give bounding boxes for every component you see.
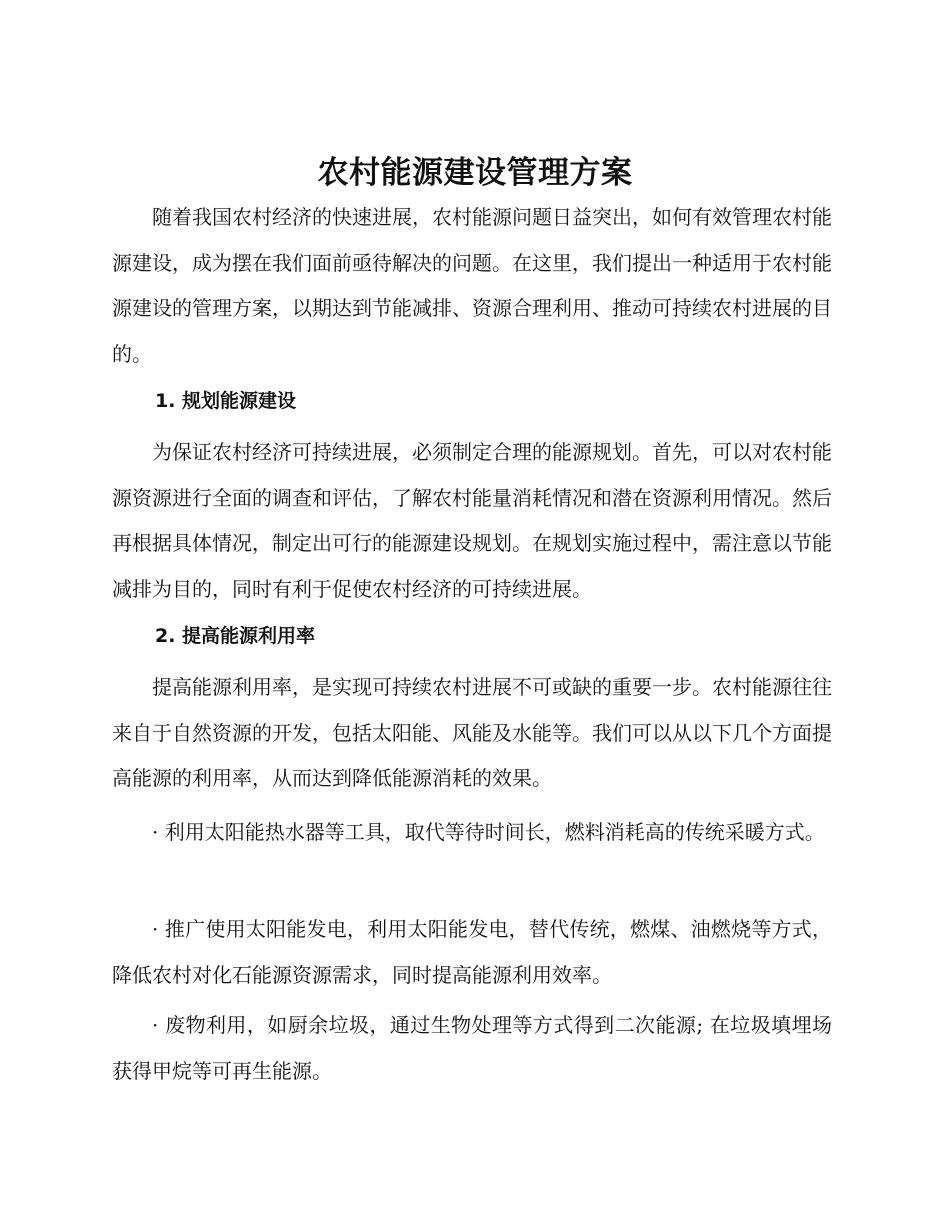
section-heading-plan: 1. 规划能源建设: [155, 390, 297, 412]
document-title: 农村能源建设管理方案: [317, 155, 633, 191]
section-body-plan: 为保证农村经济可持续进展，必须制定合理的能源规划。首先，可以对农村能源资源进行全面的调查和评估，了解农村能量消耗情况和潜在资源利用情况。然后再根据具体情况，制定出可行的能源建设规划。在规划实施过程中，需注意以节能减排为目的，同时有利于促使农村经济的可持续进展。: [112, 440, 832, 602]
intro-paragraph: 随着我国农村经济的快速进展，农村能源问题日益突出，如何有效管理农村能源建设，成为摆在我们面前亟待解决的问题。在这里，我们提出一种适用于农村能源建设的管理方案，以期达到节能减排、资源合理利用、推动可持续农村进展的目的。: [112, 205, 832, 367]
section-body-efficiency: 提高能源利用率，是实现可持续农村进展不可或缺的重要一步。农村能源往往来自于自然资源的开发，包括太阳能、风能及水能等。我们可以从以下几个方面提高能源的利用率，从而达到降低能源消耗的效果。: [112, 675, 832, 791]
bullet-item-waste-use: · 废物利用，如厨余垃圾，通过生物处理等方式得到二次能源; 在垃圾填埋场获得甲烷等可再生能源。: [112, 1013, 832, 1083]
bullet-item-solar-heater: · 利用太阳能热水器等工具，取代等待时间长，燃料消耗高的传统采暖方式。: [152, 820, 825, 844]
section-heading-efficiency: 2. 提高能源利用率: [155, 625, 316, 647]
bullet-item-solar-power: · 推广使用太阳能发电，利用太阳能发电，替代传统，燃煤、油燃烧等方式，降低农村对化石能源资源需求，同时提高能源利用效率。: [112, 917, 832, 987]
